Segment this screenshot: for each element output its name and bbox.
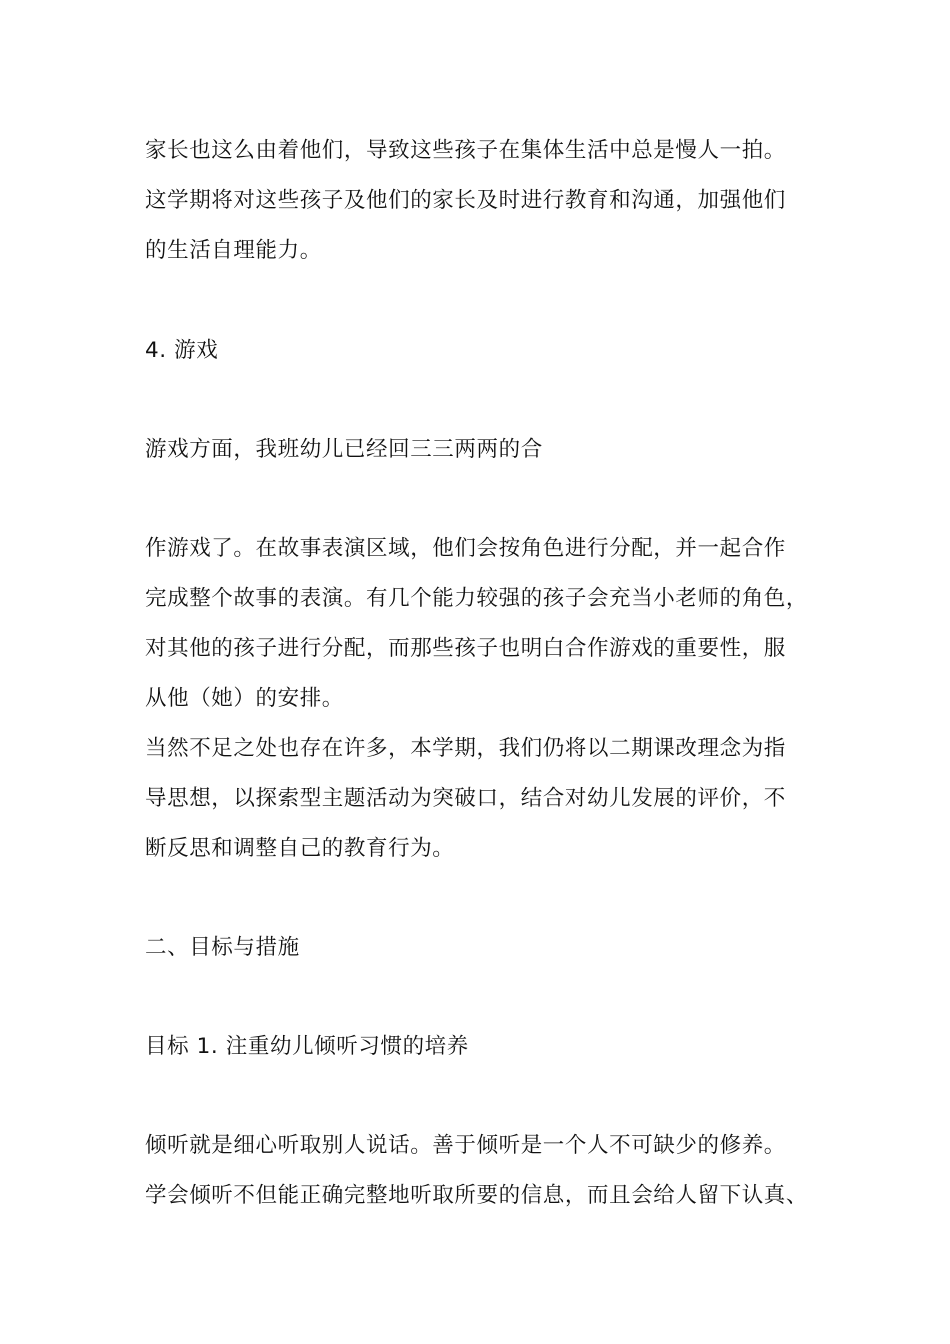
section-heading: 4. 游戏: [145, 338, 219, 363]
paragraph-line: 家长也这么由着他们，导致这些孩子在集体生活中总是慢人一拍。: [145, 138, 786, 163]
paragraph-line: 当然不足之处也存在许多，本学期，我们仍将以二期课改理念为指: [145, 736, 786, 761]
paragraph-line: 导思想，以探索型主题活动为突破口，结合对幼儿发展的评价，不: [145, 786, 786, 811]
section-heading: 二、目标与措施: [145, 935, 300, 960]
paragraph-line: 学会倾听不但能正确完整地听取所要的信息，而且会给人留下认真、: [145, 1183, 809, 1208]
paragraph-line: 断反思和调整自己的教育行为。: [145, 836, 455, 861]
paragraph-line: 作游戏了。在故事表演区域，他们会按角色进行分配，并一起合作: [145, 536, 786, 561]
paragraph-line: 对其他的孩子进行分配，而那些孩子也明白合作游戏的重要性，服: [145, 636, 786, 661]
subsection-heading: 目标 1. 注重幼儿倾听习惯的培养: [145, 1034, 469, 1059]
paragraph-line: 倾听就是细心听取别人说话。善于倾听是一个人不可缺少的修养。: [145, 1133, 786, 1158]
paragraph-line: 这学期将对这些孩子及他们的家长及时进行教育和沟通，加强他们: [145, 188, 786, 213]
paragraph-line: 的生活自理能力。: [145, 238, 322, 263]
paragraph-line: 从他（她）的安排。: [145, 686, 344, 711]
paragraph-line: 完成整个故事的表演。有几个能力较强的孩子会充当小老师的角色，: [145, 586, 809, 611]
paragraph-line: 游戏方面，我班幼儿已经回三三两两的合: [145, 437, 543, 462]
